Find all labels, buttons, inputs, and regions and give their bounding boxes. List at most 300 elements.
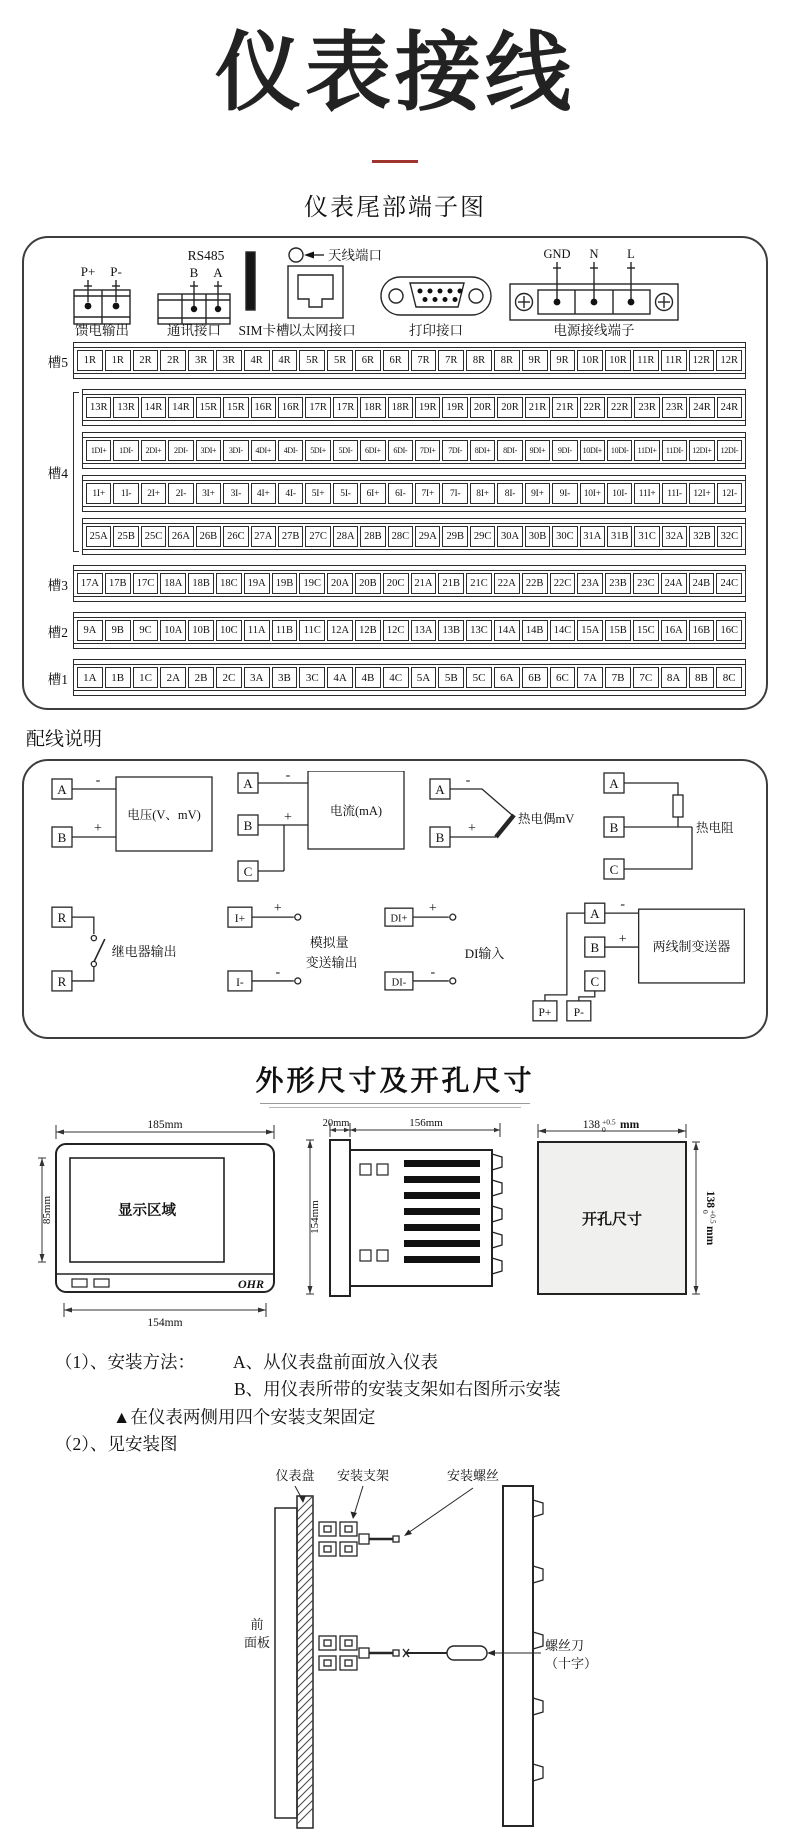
terminal-cell: 18A — [160, 573, 186, 594]
terminal-c: C — [609, 862, 619, 878]
terminal-cell: 16R — [278, 397, 303, 418]
relay-wiring-diagram — [46, 901, 206, 1027]
terminal-cell: 1C — [133, 667, 159, 688]
terminal-cell: 7B — [605, 667, 631, 688]
terminal-cell: 7R — [411, 350, 437, 371]
terminal-cell: 28A — [333, 526, 358, 547]
wiring-panel — [22, 759, 768, 1039]
terminal-strip — [82, 432, 746, 469]
panel-label: 仪表盘 — [275, 1467, 315, 1483]
terminal-cell: 6I- — [388, 483, 413, 504]
terminal-cell: 31A — [580, 526, 605, 547]
sim-slot-icon — [246, 252, 255, 310]
terminal-cell: 8I- — [497, 483, 522, 504]
panel-hatch — [297, 1496, 313, 1824]
rs485-label: RS485 — [187, 248, 225, 264]
terminal-cell: 3I+ — [196, 483, 221, 504]
slot-bracket — [73, 392, 79, 552]
terminal-cell: 19R — [442, 397, 467, 418]
terminal-cell: 15C — [633, 620, 659, 641]
terminal-slot-group — [32, 612, 746, 649]
page-title: 仪表接线 — [215, 25, 575, 121]
terminal-cell: 29A — [415, 526, 440, 547]
terminal-cell: 5A — [411, 667, 437, 688]
terminal-cell: 10I- — [607, 483, 632, 504]
terminal-di-minus: DI- — [391, 977, 407, 989]
terminal-cell: 30B — [525, 526, 550, 547]
terminal-cell: 1I- — [113, 483, 138, 504]
slot-label: 槽4 — [47, 466, 68, 482]
terminal-cell: 20R — [497, 397, 522, 418]
plus-sign: + — [468, 821, 476, 837]
terminal-cell: 6DI+ — [360, 440, 385, 461]
terminal-cell: 18R — [388, 397, 413, 418]
title-divider — [372, 160, 418, 163]
terminal-cell: 3DI+ — [196, 440, 221, 461]
install-note: ▲在仪表两侧用四个安装支架固定 — [113, 1406, 376, 1427]
terminal-cell: 8R — [494, 350, 520, 371]
terminal-cell: 25B — [113, 526, 138, 547]
cutout-right-tol-dn: 0 — [701, 1210, 710, 1215]
power-n-label: N — [589, 247, 599, 262]
terminal-cell: 15R — [196, 397, 221, 418]
slot-label: 槽3 — [47, 577, 68, 593]
terminal-cell: 2I- — [168, 483, 193, 504]
terminal-strip — [82, 475, 746, 512]
terminal-cell: 9A — [77, 620, 103, 641]
terminal-cell: 18C — [216, 573, 242, 594]
terminal-cell: 1A — [77, 667, 103, 688]
terminal-cell: 8I+ — [470, 483, 495, 504]
terminal-cell: 13C — [466, 620, 492, 641]
terminal-cell: 24A — [661, 573, 687, 594]
rs485-b-label: B — [189, 265, 199, 281]
thermocouple-wiring-diagram — [424, 771, 584, 897]
terminal-cell: 23A — [577, 573, 603, 594]
current-wiring-diagram — [232, 771, 410, 897]
terminal-a: A — [243, 776, 253, 792]
dim-85mm: 85mm — [41, 1196, 53, 1225]
terminal-cell: 8R — [466, 350, 492, 371]
terminal-cell: 17A — [77, 573, 103, 594]
screwdriver-icon — [403, 1646, 487, 1660]
terminal-cell: 13R — [113, 397, 138, 418]
terminal-b: B — [57, 830, 67, 846]
terminal-cell: 7DI- — [442, 440, 467, 461]
terminal-cell: 11B — [272, 620, 298, 641]
terminal-cell: 15R — [223, 397, 248, 418]
terminal-cell: 14C — [550, 620, 576, 641]
power-l-label: L — [627, 247, 635, 262]
printer-port-label: 打印接口 — [409, 323, 463, 339]
terminal-cell: 6DI- — [388, 440, 413, 461]
terminal-cell: 4I- — [278, 483, 303, 504]
terminal-cell: 9I- — [552, 483, 577, 504]
terminal-cell: 2R — [160, 350, 186, 371]
terminal-cell: 7A — [577, 667, 603, 688]
dims-underline-2 — [269, 1107, 521, 1108]
terminal-cell: 4R — [244, 350, 270, 371]
terminal-cell: 5DI- — [333, 440, 358, 461]
terminal-cell: 15A — [577, 620, 603, 641]
terminal-cell: 20A — [327, 573, 353, 594]
terminal-cell: 11I+ — [634, 483, 659, 504]
terminal-cell: 7DI+ — [415, 440, 440, 461]
cutout-right-tol-up: +0.5 — [708, 1210, 718, 1224]
analog-label-1: 模拟量 — [309, 935, 349, 951]
terminal-cell: 27B — [278, 526, 303, 547]
cutout-top-tol-dn: 0 — [602, 1125, 606, 1135]
voltage-wiring-diagram — [46, 771, 218, 897]
terminal-cell: 10B — [188, 620, 214, 641]
terminal-cell: 4DI+ — [251, 440, 276, 461]
terminal-cell: 12C — [383, 620, 409, 641]
terminal-cell: 12A — [327, 620, 353, 641]
terminal-cell: 8DI+ — [470, 440, 495, 461]
screw-label: 安装螺丝 — [446, 1467, 500, 1483]
terminal-cell: 21R — [525, 397, 550, 418]
dimension-drawings — [36, 1118, 770, 1333]
terminal-cell: 11DI+ — [634, 440, 659, 461]
terminal-cell: 1B — [105, 667, 131, 688]
cutout-drawing — [526, 1118, 726, 1333]
terminal-cell: 12I+ — [689, 483, 714, 504]
terminal-r2: R — [57, 974, 67, 990]
terminal-i-plus: I+ — [234, 913, 245, 926]
terminal-cell: 13B — [438, 620, 464, 641]
terminal-cell: 24R — [717, 397, 742, 418]
side-view-drawing — [304, 1118, 516, 1333]
terminal-cell: 5I+ — [305, 483, 330, 504]
terminal-cell: 10DI- — [607, 440, 632, 461]
wiring-section-label: 配线说明 — [26, 729, 103, 751]
terminal-p-minus: P- — [573, 1007, 584, 1020]
terminal-cell: 11A — [244, 620, 270, 641]
terminal-cell: 16A — [661, 620, 687, 641]
install-step1-a: A、从仪表盘前面放入仪表 — [233, 1352, 439, 1373]
terminal-slot-group — [32, 659, 746, 696]
terminal-cell: 12DI- — [717, 440, 742, 461]
dimensions-section-title: 外形尺寸及开孔尺寸 — [255, 1066, 535, 1098]
terminal-cell: 22C — [550, 573, 576, 594]
terminal-cell: 14R — [168, 397, 193, 418]
power-terminal-label: 电源接线端子 — [553, 323, 635, 339]
terminal-a: A — [57, 782, 67, 798]
thermocouple-label: 热电偶mV — [518, 812, 575, 827]
plus-sign: + — [284, 810, 292, 826]
terminal-cell: 9C — [133, 620, 159, 641]
terminal-a: A — [589, 906, 600, 922]
terminal-cell: 9B — [105, 620, 131, 641]
terminal-cell: 6C — [550, 667, 576, 688]
feed-p2-label: P- — [110, 264, 122, 280]
terminal-cell: 11C — [299, 620, 325, 641]
terminal-cell: 9R — [550, 350, 576, 371]
terminal-cell: 3A — [244, 667, 270, 688]
terminal-cell: 11I- — [662, 483, 687, 504]
terminal-cell: 10A — [160, 620, 186, 641]
analog-output-wiring-diagram — [222, 901, 364, 1027]
terminal-cell: 8C — [716, 667, 742, 688]
terminal-cell: 32B — [689, 526, 714, 547]
terminal-cell: 28B — [360, 526, 385, 547]
terminal-cell: 17R — [333, 397, 358, 418]
terminal-r1: R — [57, 910, 67, 926]
current-label: 电流(mA) — [329, 804, 383, 819]
terminal-cell: 2B — [188, 667, 214, 688]
minus-sign: - — [465, 773, 471, 789]
terminal-cell: 4C — [383, 667, 409, 688]
terminal-cell: 20R — [470, 397, 495, 418]
terminal-cell: 24C — [716, 573, 742, 594]
terminal-cell: 4R — [272, 350, 298, 371]
front-view-drawing — [36, 1118, 294, 1333]
terminal-cell: 21C — [466, 573, 492, 594]
screwdriver-label-2: （十字） — [545, 1655, 598, 1671]
terminal-cell: 26A — [168, 526, 193, 547]
analog-label-2: 变送输出 — [305, 955, 358, 971]
terminal-cell: 17B — [105, 573, 131, 594]
minus-sign: - — [620, 901, 625, 913]
minus-sign: - — [275, 965, 280, 981]
dim-20mm: 20mm — [322, 1118, 350, 1130]
ethernet-label: 以太网接口 — [288, 323, 356, 339]
terminal-cell: 7C — [633, 667, 659, 688]
connector-row-diagram — [32, 244, 758, 338]
terminal-cell: 2C — [216, 667, 242, 688]
terminal-cell: 1DI- — [113, 440, 138, 461]
plus-sign: + — [94, 821, 102, 837]
terminal-cell: 9DI- — [552, 440, 577, 461]
sim-slot-label: SIM卡槽 — [238, 323, 290, 339]
minus-sign: - — [430, 965, 436, 981]
terminal-a: A — [435, 782, 445, 798]
terminal-b: B — [590, 940, 599, 956]
terminal-cell: 10R — [605, 350, 631, 371]
terminal-cell: 3R — [216, 350, 242, 371]
terminal-cell: 2DI- — [168, 440, 193, 461]
display-area-label: 显示区域 — [118, 1203, 176, 1220]
terminal-cell: 2I+ — [141, 483, 166, 504]
terminal-slot-group — [32, 389, 746, 555]
terminal-cell: 10I+ — [580, 483, 605, 504]
terminal-cell: 25C — [141, 526, 166, 547]
terminal-cell: 21R — [552, 397, 577, 418]
terminal-cell: 12B — [355, 620, 381, 641]
terminal-cell: 14B — [522, 620, 548, 641]
terminal-cell: 2DI+ — [141, 440, 166, 461]
terminal-cell: 20C — [383, 573, 409, 594]
two-wire-transmitter-diagram — [527, 901, 752, 1027]
terminal-strip — [73, 659, 746, 696]
cutout-top-unit: mm — [620, 1119, 640, 1132]
terminal-cell: 10DI+ — [580, 440, 605, 461]
terminal-cell: 29C — [470, 526, 495, 547]
terminal-cell: 16C — [716, 620, 742, 641]
dim-185mm: 185mm — [147, 1119, 183, 1132]
plus-sign: + — [618, 932, 627, 948]
front-panel-label-1: 前 — [250, 1616, 264, 1632]
terminal-slot-group — [32, 342, 746, 379]
terminal-cell: 6B — [522, 667, 548, 688]
minus-sign: - — [285, 771, 291, 784]
ohr-brand-label: OHR — [237, 1277, 264, 1292]
terminal-cell: 23R — [662, 397, 687, 418]
terminal-p-plus: P+ — [538, 1007, 552, 1020]
terminal-strips — [32, 338, 758, 698]
install-instructions — [55, 1349, 790, 1458]
terminal-cell: 1I+ — [86, 483, 111, 504]
terminal-cell: 3I- — [223, 483, 248, 504]
terminal-cell: 5DI+ — [305, 440, 330, 461]
terminal-cell: 8DI- — [497, 440, 522, 461]
cutout-label: 开孔尺寸 — [581, 1212, 643, 1229]
terminal-cell: 25A — [86, 526, 111, 547]
terminal-cell: 24R — [689, 397, 714, 418]
terminal-cell: 9I+ — [525, 483, 550, 504]
terminal-cell: 27C — [305, 526, 330, 547]
di-label: DI输入 — [464, 946, 505, 962]
dim-156mm: 156mm — [409, 1118, 443, 1130]
terminal-cell: 22R — [580, 397, 605, 418]
terminal-cell: 14R — [141, 397, 166, 418]
terminal-cell: 12R — [716, 350, 742, 371]
dims-underline — [260, 1103, 530, 1104]
terminal-cell: 31B — [607, 526, 632, 547]
slot-label: 槽2 — [47, 624, 68, 640]
slot-label: 槽1 — [47, 671, 68, 687]
terminal-b: B — [609, 820, 619, 836]
terminal-cell: 27A — [251, 526, 276, 547]
install-step2-label: （2）、见安装图 — [55, 1433, 178, 1454]
terminal-cell: 11DI- — [662, 440, 687, 461]
terminal-cell: 11R — [633, 350, 659, 371]
terminal-panel — [22, 236, 768, 710]
terminal-cell: 26C — [223, 526, 248, 547]
terminal-cell: 23R — [634, 397, 659, 418]
terminal-cell: 32A — [662, 526, 687, 547]
terminal-cell: 12DI+ — [689, 440, 714, 461]
terminal-cell: 10C — [216, 620, 242, 641]
terminal-diagram-title: 仪表尾部端子图 — [304, 195, 486, 222]
terminal-a: A — [609, 776, 619, 792]
terminal-cell: 3C — [299, 667, 325, 688]
terminal-cell: 23B — [605, 573, 631, 594]
terminal-cell: 18B — [188, 573, 214, 594]
terminal-cell: 18R — [360, 397, 385, 418]
install-step1-label: （1）、安装方法： — [55, 1352, 195, 1373]
terminal-di-plus: DI+ — [390, 913, 408, 925]
terminal-cell: 30A — [497, 526, 522, 547]
cutout-top-value: 138 — [582, 1119, 600, 1132]
terminal-cell: 5B — [438, 667, 464, 688]
terminal-cell: 32C — [717, 526, 742, 547]
terminal-cell: 8A — [661, 667, 687, 688]
terminal-cell: 15B — [605, 620, 631, 641]
terminal-cell: 20B — [355, 573, 381, 594]
terminal-cell: 13A — [411, 620, 437, 641]
relay-label: 继电器输出 — [111, 944, 177, 960]
terminal-cell: 26B — [196, 526, 221, 547]
dim-154mm-bottom: 154mm — [147, 1317, 183, 1330]
terminal-c: C — [243, 864, 253, 880]
terminal-cell: 6R — [383, 350, 409, 371]
terminal-cell: 7R — [438, 350, 464, 371]
terminal-cell: 30C — [552, 526, 577, 547]
terminal-cell: 10R — [577, 350, 603, 371]
terminal-cell: 23C — [633, 573, 659, 594]
terminal-cell: 5C — [466, 667, 492, 688]
terminal-cell: 19R — [415, 397, 440, 418]
terminal-strip — [82, 389, 746, 426]
terminal-b: B — [243, 818, 253, 834]
antenna-port-label: 天线端口 — [328, 248, 382, 264]
terminal-cell: 19C — [299, 573, 325, 594]
power-gnd-label: GND — [543, 247, 571, 262]
front-panel-label-2: 面板 — [243, 1634, 271, 1650]
rtd-wiring-diagram — [598, 771, 738, 897]
feed-output-label: 馈电输出 — [75, 323, 129, 339]
terminal-cell: 7I+ — [415, 483, 440, 504]
minus-sign: - — [95, 773, 101, 789]
terminal-cell: 3R — [188, 350, 214, 371]
terminal-cell: 13R — [86, 397, 111, 418]
terminal-slot-group — [32, 565, 746, 602]
terminal-strip — [82, 518, 746, 555]
terminal-cell: 2A — [160, 667, 186, 688]
terminal-strip — [73, 342, 746, 379]
terminal-cell: 4I+ — [251, 483, 276, 504]
terminal-cell: 6A — [494, 667, 520, 688]
terminal-cell: 4A — [327, 667, 353, 688]
terminal-cell: 16B — [689, 620, 715, 641]
terminal-cell: 9DI+ — [525, 440, 550, 461]
terminal-cell: 1R — [77, 350, 103, 371]
dim-154mm-height: 154mm — [309, 1200, 321, 1235]
terminal-cell: 21B — [438, 573, 464, 594]
terminal-cell: 1DI+ — [86, 440, 111, 461]
terminal-cell: 31C — [634, 526, 659, 547]
terminal-c: C — [590, 974, 599, 990]
feed-p1-label: P+ — [80, 264, 96, 280]
terminal-cell: 14A — [494, 620, 520, 641]
rtd-label: 热电阻 — [696, 821, 734, 836]
plus-sign: + — [273, 901, 282, 917]
terminal-cell: 16R — [251, 397, 276, 418]
plus-sign: + — [428, 901, 437, 917]
terminal-cell: 2R — [133, 350, 159, 371]
terminal-strip — [73, 565, 746, 602]
rs485-a-label: A — [213, 265, 223, 281]
bracket-label: 安装支架 — [336, 1467, 390, 1483]
terminal-cell: 22A — [494, 573, 520, 594]
terminal-cell: 6I+ — [360, 483, 385, 504]
terminal-cell: 21A — [411, 573, 437, 594]
terminal-cell: 12R — [689, 350, 715, 371]
two-wire-label: 两线制变送器 — [652, 939, 731, 955]
terminal-cell: 5R — [327, 350, 353, 371]
cutout-top-tol-up: +0.5 — [602, 1118, 616, 1127]
terminal-cell: 5I- — [333, 483, 358, 504]
terminal-cell: 19B — [272, 573, 298, 594]
terminal-cell: 17C — [133, 573, 159, 594]
terminal-cell: 3B — [272, 667, 298, 688]
terminal-cell: 22R — [607, 397, 632, 418]
terminal-strip — [73, 612, 746, 649]
terminal-cell: 3DI- — [223, 440, 248, 461]
terminal-cell: 22B — [522, 573, 548, 594]
terminal-cell: 17R — [305, 397, 330, 418]
